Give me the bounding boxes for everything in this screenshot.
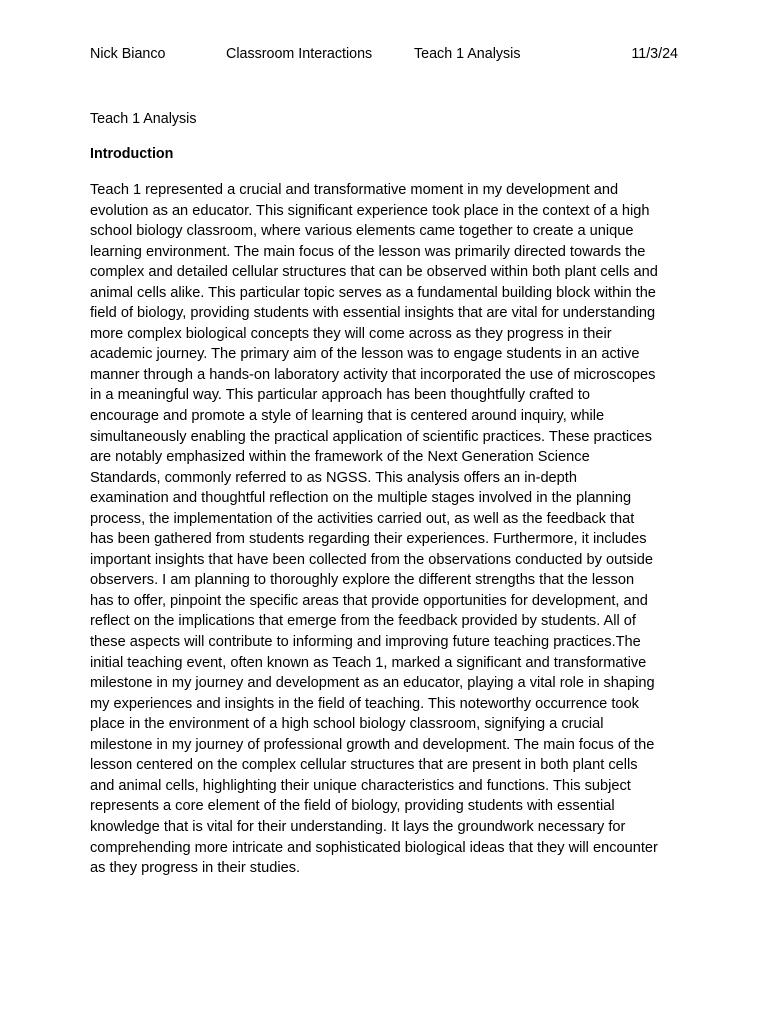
paragraph-line: complex and detailed cellular structures that can be observed within both plant cells and bbox=[90, 264, 658, 281]
section-heading-introduction: Introduction bbox=[90, 146, 174, 162]
paragraph-line: school biology classroom, where various elements came together to create a unique bbox=[90, 223, 634, 240]
header-date: 11/3/24 bbox=[631, 46, 678, 62]
paragraph-line: field of biology, providing students with essential insights that are vital for understanding bbox=[90, 305, 656, 322]
paragraph-line: in a meaningful way. This particular approach has been thoughtfully crafted to bbox=[90, 387, 590, 404]
paragraph-line: process, the implementation of the activities carried out, as well as the feedback that bbox=[90, 510, 635, 527]
paragraph-line: has to offer, pinpoint the specific areas that provide opportunities for development, and bbox=[90, 592, 648, 609]
paragraph-line: comprehending more intricate and sophisticated biological ideas that they will encounter bbox=[90, 839, 658, 856]
paragraph-line: manner through a hands-on laboratory activity that incorporated the use of microscopes bbox=[90, 366, 656, 383]
paragraph-line: reflect on the implications that emerge from the feedback provided by students. All of bbox=[90, 613, 636, 630]
header-course: Classroom Interactions bbox=[226, 46, 373, 62]
paragraph-line: examination and thoughtful reflection on the multiple stages involved in the planning bbox=[90, 490, 632, 507]
paragraph-line: knowledge that is vital for their understanding. It lays the groundwork necessary for bbox=[90, 818, 626, 835]
paragraph-line: are notably emphasized within the framework of the Next Generation Science bbox=[90, 449, 590, 466]
paragraph-line: lesson centered on the complex cellular structures that are present in both plant cells bbox=[90, 757, 638, 774]
header-assignment: Teach 1 Analysis bbox=[414, 46, 521, 62]
paragraph-line: milestone in my journey and development as an educator, playing a vital role in shaping bbox=[90, 675, 655, 692]
paragraph-line: more complex biological concepts they will come across as they progress in their bbox=[90, 325, 612, 342]
paragraph-line: learning environment. The main focus of the lesson was primarily directed towards the bbox=[90, 243, 646, 260]
paragraph-line: academic journey. The primary aim of the lesson was to engage students in an active bbox=[90, 346, 640, 363]
paragraph-line: animal cells alike. This particular topic serves as a fundamental building block within the bbox=[90, 284, 656, 301]
introduction-paragraph bbox=[90, 180, 685, 879]
paragraph-line: important insights that have been collected from the observations conducted by outside bbox=[90, 551, 654, 568]
paragraph-line: has been gathered from students regarding their experiences. Furthermore, it includes bbox=[90, 531, 647, 548]
paragraph-line: and animal cells, highlighting their unique characteristics and functions. This subject bbox=[90, 777, 631, 794]
header-author: Nick Bianco bbox=[90, 46, 166, 62]
paragraph-line: initial teaching event, often known as Teach 1, marked a significant and transformative bbox=[90, 654, 647, 671]
paragraph-line: place in the environment of a high school biology classroom, signifying a crucial bbox=[90, 716, 604, 733]
paragraph-line: represents a core element of the field of biology, providing students with essential bbox=[90, 798, 615, 815]
paragraph-line: Standards, commonly referred to as NGSS. This analysis offers an in-depth bbox=[90, 469, 577, 486]
paragraph-line: evolution as an educator. This significant experience took place in the context of a high bbox=[90, 202, 650, 219]
paragraph-line: observers. I am planning to thoroughly explore the different strengths that the lesson bbox=[90, 572, 635, 589]
paragraph-line: simultaneously enabling the practical application of scientific practices. These practices bbox=[90, 428, 652, 445]
paragraph-line: encourage and promote a style of learning that is centered around inquiry, while bbox=[90, 408, 605, 425]
document-title: Teach 1 Analysis bbox=[90, 111, 197, 127]
paragraph-line: milestone in my journey of professional growth and development. The main focus of the bbox=[90, 736, 655, 753]
paragraph-line: these aspects will contribute to informing and improving future teaching practices.The bbox=[90, 634, 641, 651]
paragraph-line: as they progress in their studies. bbox=[90, 860, 301, 877]
paragraph-line: my experiences and insights in the field of teaching. This noteworthy occurrence took bbox=[90, 695, 639, 712]
paragraph-line: Teach 1 represented a crucial and transformative moment in my development and bbox=[90, 182, 619, 198]
